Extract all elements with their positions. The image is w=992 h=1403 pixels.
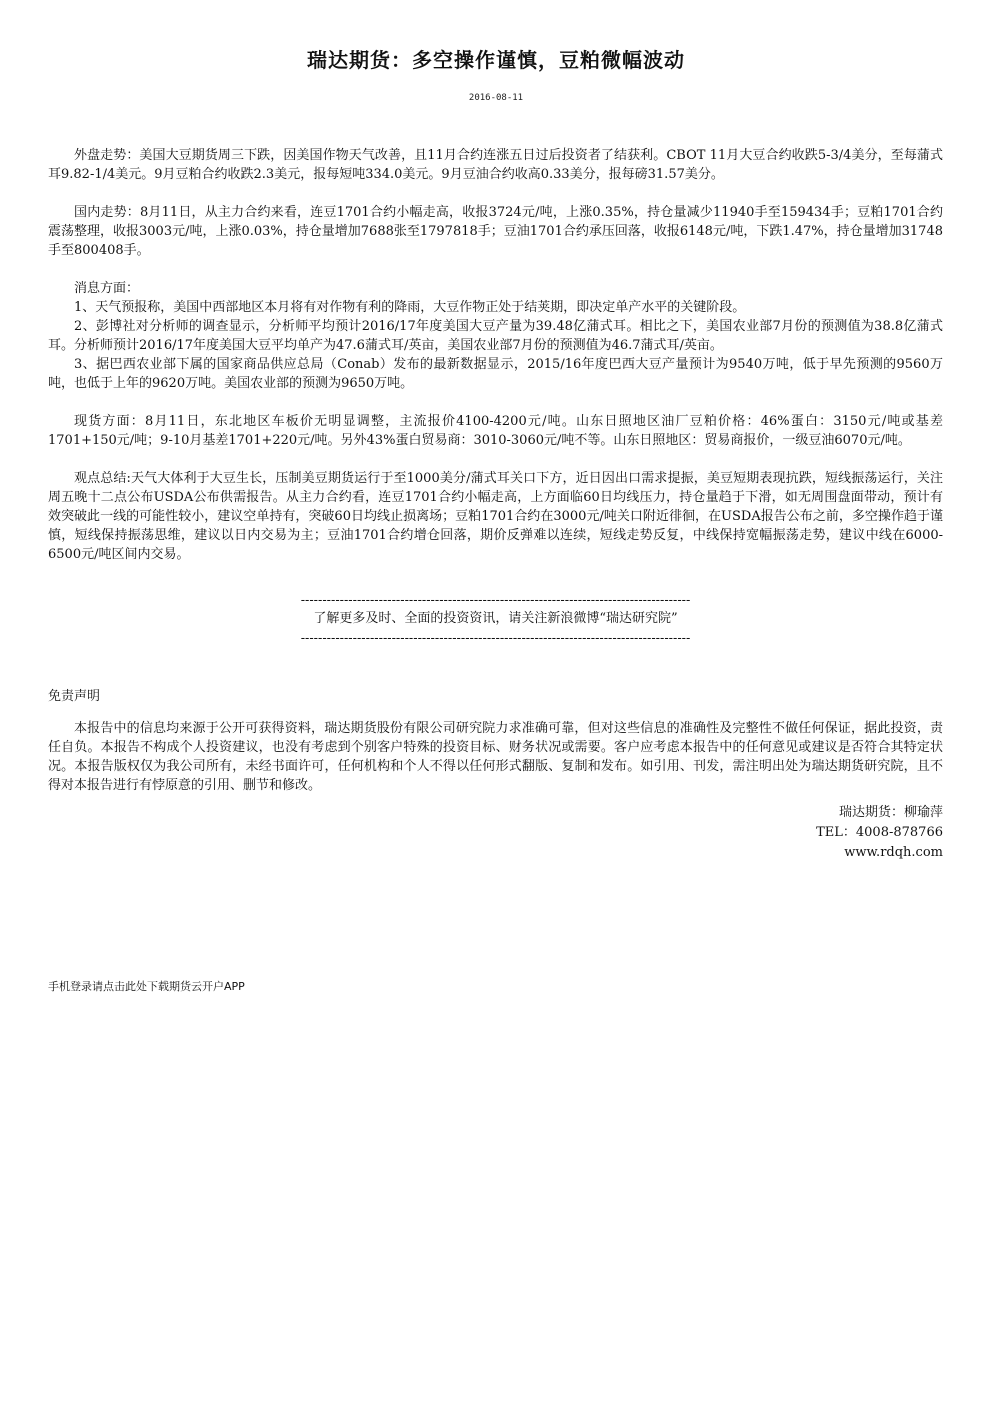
overseas-paragraph: 外盘走势：美国大豆期货周三下跌，因美国作物天气改善，且11月合约连涨五日过后投资者了结获利。CBOT 11月大豆合约收跌5-3/4美分，至每蒲式耳9.82-1/4美元。9月豆粕合约收跌2.3美元，报每短吨334.0美元。9月豆油合约收高0.33美分，报每磅31.57美分。	[48, 148, 943, 182]
divider-bottom: ------------------------------------------------------------------------------------------	[300, 630, 691, 645]
weibo-promo-text: 了解更多及时、全面的投资资讯，请关注新浪微博“瑞达研究院”	[313, 611, 678, 626]
app-download-link[interactable]: 手机登录请点击此处下载期货云开户APP	[48, 980, 245, 993]
news-item-3: 3、据巴西农业部下属的国家商品供应总局（Conab）发布的最新数据显示，2015/16年度巴西大豆产量预计为9540万吨，低于早先预测的9560万吨，也低于上年的9620万吨。美国农业部的预测为9650万吨。	[48, 357, 943, 391]
signature-author: 瑞达期货：柳瑜萍	[838, 805, 943, 820]
news-heading: 消息方面：	[74, 281, 140, 296]
signature-website[interactable]: www.rdqh.com	[844, 845, 943, 860]
news-item-1: 1、天气预报称，美国中西部地区本月将有对作物有利的降雨，大豆作物正处于结荚期，即决定单产水平的关键阶段。	[74, 300, 746, 315]
disclaimer-heading: 免责声明	[48, 689, 101, 704]
signature-block	[48, 803, 943, 863]
promo-block	[48, 590, 943, 647]
disclaimer-body: 本报告中的信息均来源于公开可获得资料，瑞达期货股份有限公司研究院力求准确可靠，但对这些信息的准确性及完整性不做任何保证，据此投资，责任自负。本报告不构成个人投资建议，也没有考虑到个别客户特殊的投资目标、财务状况或需要。客户应考虑本报告中的任何意见或建议是否符合其特定状况。本报告版权仅为我公司所有，未经书面许可，任何机构和个人不得以任何形式翻版、复制和发布。如引用、刊发，需注明出处为瑞达期货研究院，且不得对本报告进行有悖原意的引用、删节和修改。	[48, 721, 943, 793]
domestic-paragraph: 国内走势：8月11日，从主力合约来看，连豆1701合约小幅走高，收报3724元/吨，上涨0.35%，持仓量减少11940手至159434手；豆粕1701合约震荡整理，收报3003元/吨，上涨0.03%，持仓量增加7688张至1797818手；豆油1701合约承压回落，收报6148元/吨，下跌1.47%，持仓量增加31748手至800408手。	[48, 205, 943, 258]
news-item-2: 2、彭博社对分析师的调查显示，分析师平均预计2016/17年度美国大豆产量为39.48亿蒲式耳。相比之下，美国农业部7月份的预测值为38.8亿蒲式耳。分析师预计2016/17年度美国大豆平均单产为47.6蒲式耳/英亩，美国农业部7月份的预测值为46.7蒲式耳/英亩。	[48, 319, 943, 353]
view-paragraph: 观点总结:天气大体利于大豆生长，压制美豆期货运行于至1000美分/蒲式耳关口下方，近日因出口需求提振，美豆短期表现抗跌，短线振荡运行，关注周五晚十二点公布USDA公布供需报告。从主力合约看，连豆1701合约小幅走高，上方面临60日均线压力，持仓量趋于下滑，如无周围盘面带动，预计有效突破此一线的可能性较小，建议空单持有，突破60日均线止损离场；豆粕1701合约在3000元/吨关口附近徘徊，在USDA报告公布之前，多空操作趋于谨慎，短线保持振荡思维，建议以日内交易为主；豆油1701合约增仓回落，期价反弹难以连续，短线走势反复，中线保持宽幅振荡走势，建议中线在6000-6500元/吨区间内交易。	[48, 471, 943, 562]
report-body	[48, 146, 943, 863]
report-date: 2016-08-11	[468, 93, 524, 103]
signature-tel: TEL：4008-878766	[816, 825, 943, 840]
divider-top: ------------------------------------------------------------------------------------------	[300, 592, 691, 607]
report-title: 瑞达期货：多空操作谨慎，豆粕微幅波动	[307, 48, 685, 72]
spot-paragraph: 现货方面：8月11日，东北地区车板价无明显调整，主流报价4100-4200元/吨。山东日照地区油厂豆粕价格：46%蛋白：3150元/吨或基差1701+150元/吨；9-10月基差1701+220元/吨。另外43%蛋白贸易商：3010-3060元/吨不等。山东日照地区：贸易商报价，一级豆油6070元/吨。	[48, 414, 943, 448]
